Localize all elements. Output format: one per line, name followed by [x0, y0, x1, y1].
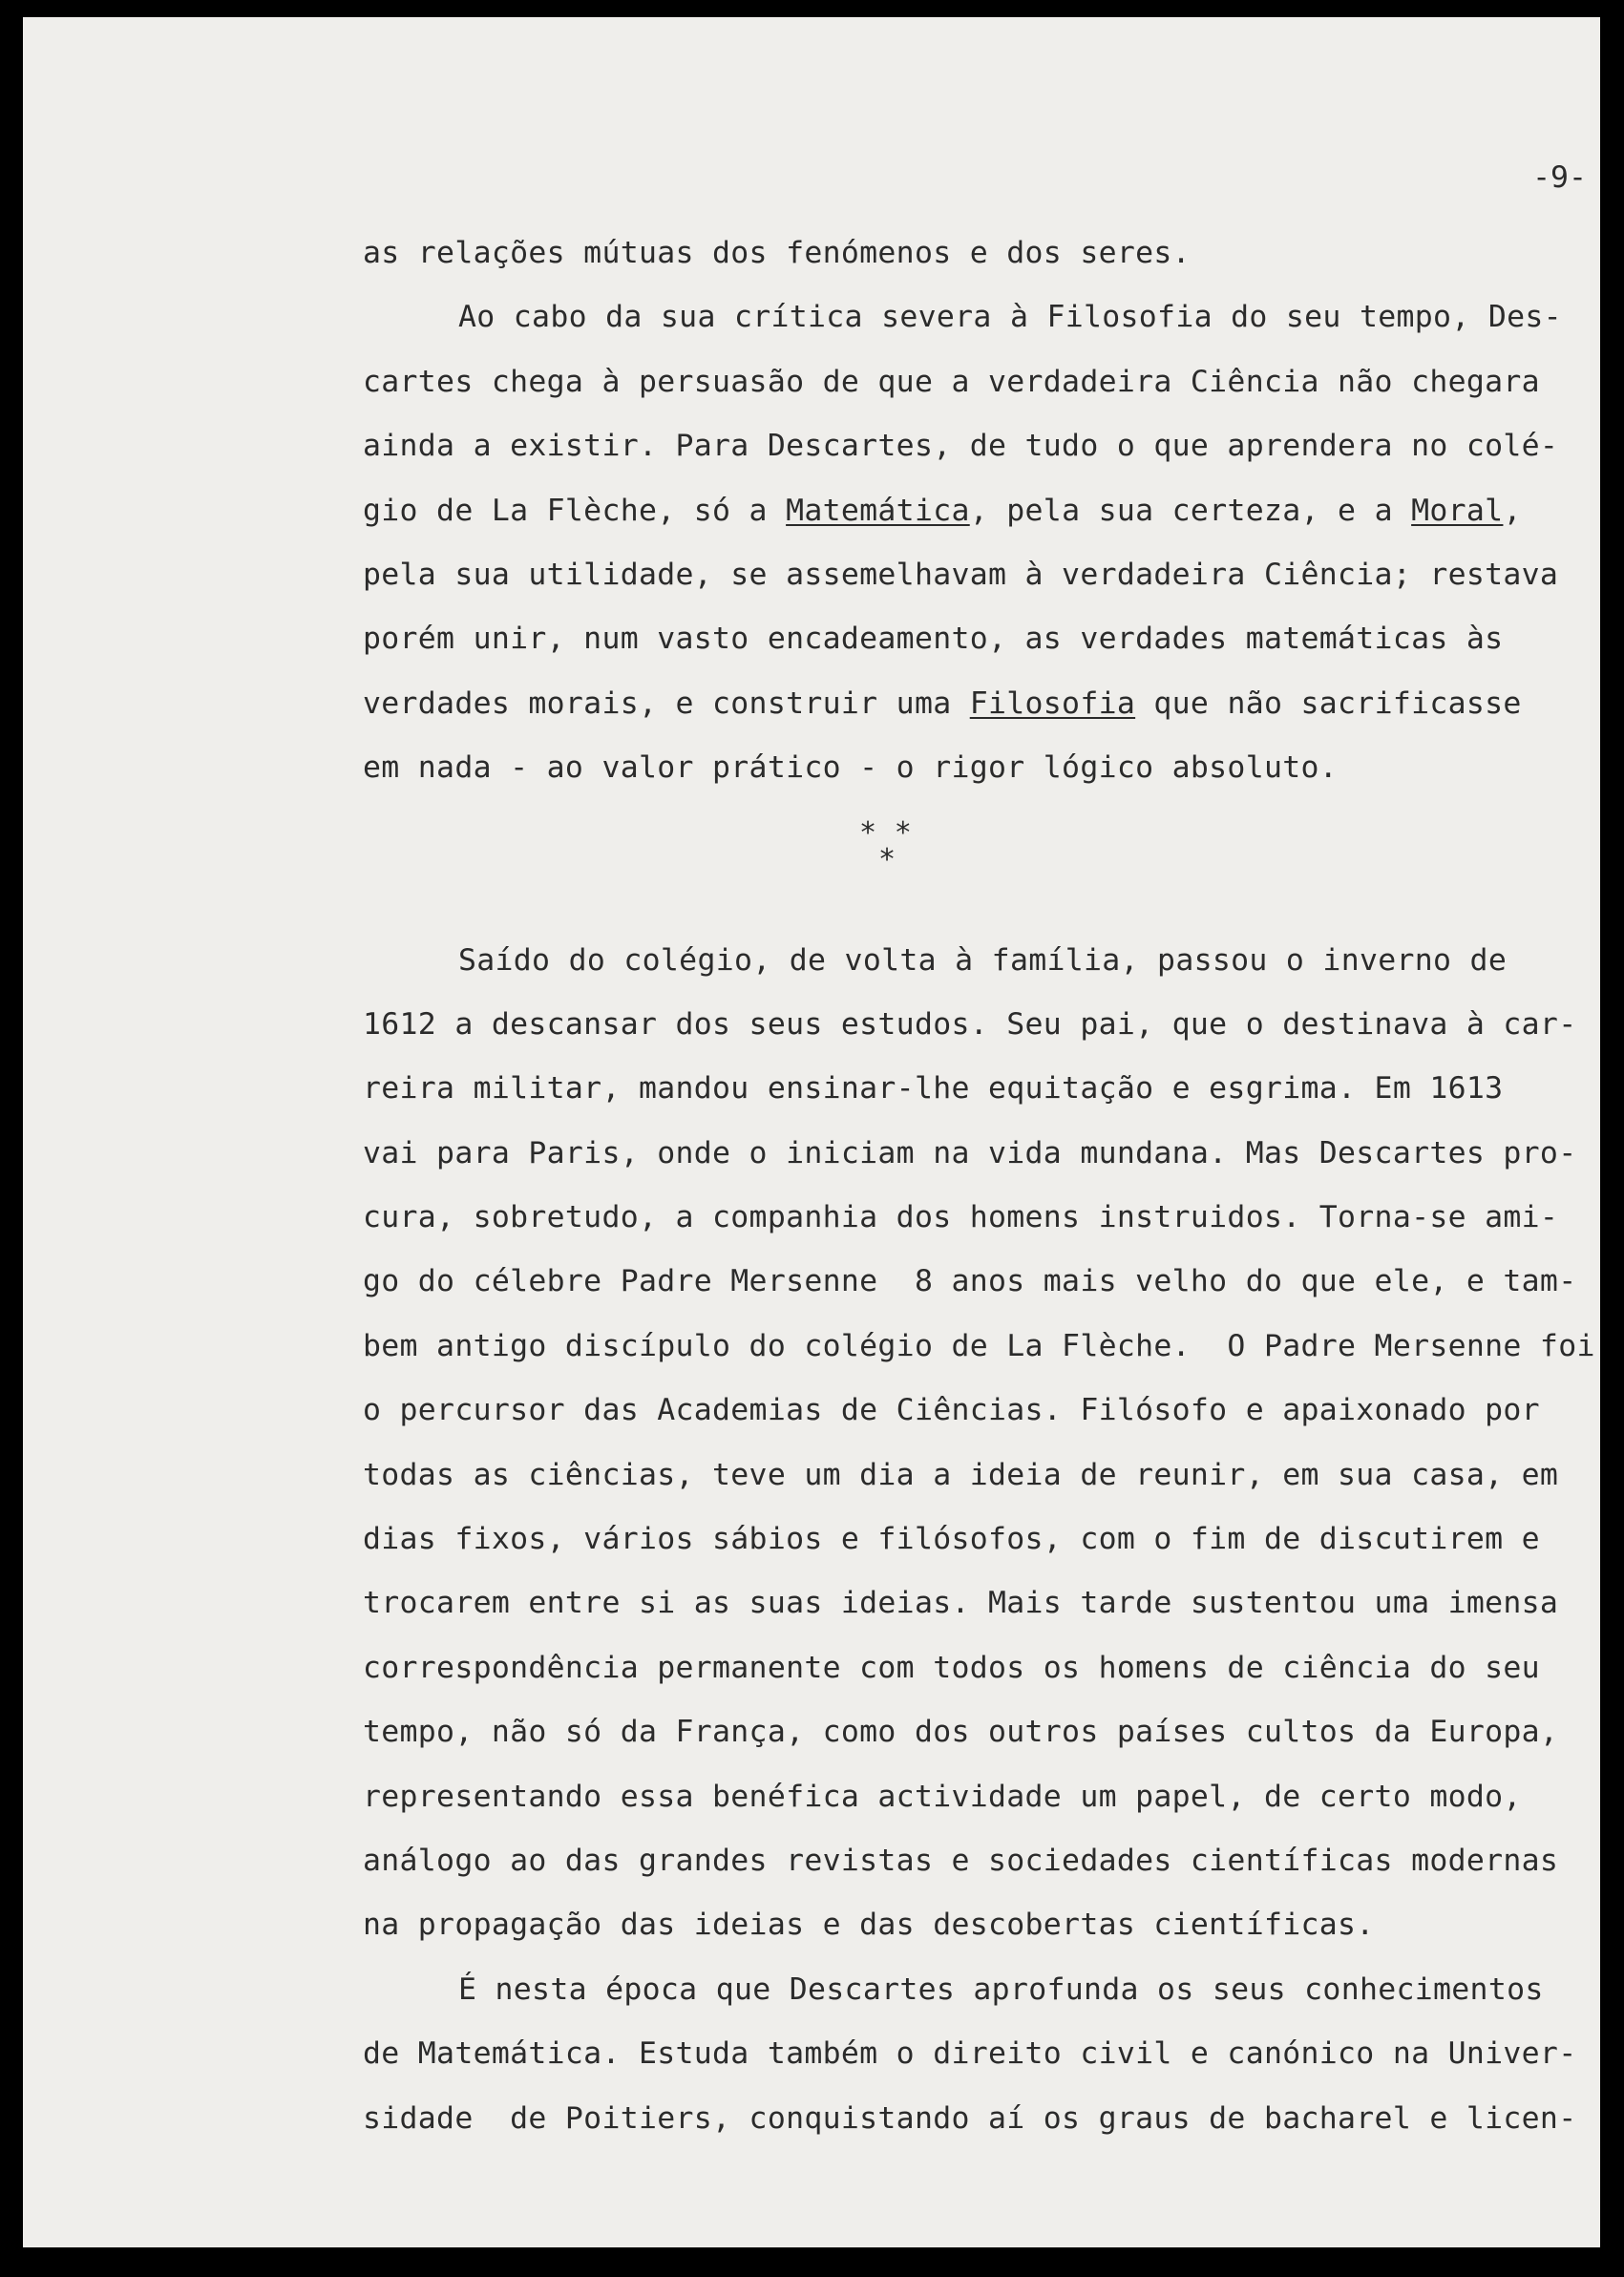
text-line: bem antigo discípulo do colégio de La Flèche. O Padre Mersenne foi — [363, 1328, 1595, 1363]
text-line: cura, sobretudo, a companhia dos homens instruidos. Torna-se ami- — [363, 1200, 1559, 1235]
text-line: cartes chega à persuasão de que a verdadeira Ciência não chegara — [363, 364, 1540, 399]
text-line: reira militar, mandou ensinar-lhe equitação e esgrima. Em 1613 — [363, 1071, 1504, 1107]
text-line: de Matemática. Estuda também o direito civil e canónico na Univer- — [363, 2036, 1577, 2072]
text-line: 1612 a descansar dos seus estudos. Seu pai, que o destinava à car- — [363, 1006, 1577, 1042]
text-line — [363, 672, 1600, 736]
text-segment: , pela sua certeza, e a — [969, 493, 1412, 528]
underlined-word: Filosofia — [969, 685, 1136, 721]
text-line: análogo ao das grandes revistas e sociedades científicas modernas — [363, 1843, 1559, 1878]
text-segment: gio de La Flèche, só a — [363, 493, 787, 528]
text-line — [363, 479, 1600, 543]
text-line: trocarem entre si as suas ideias. Mais tarde sustentou uma imensa — [363, 1586, 1559, 1621]
text-line: vai para Paris, onde o iniciam na vida mundana. Mas Descartes pro- — [363, 1135, 1577, 1170]
text-line: sidade de Poitiers, conquistando aí os graus de bacharel e licen- — [363, 2100, 1577, 2136]
text-line: Ao cabo da sua crítica severa à Filosofia do seu tempo, Des- — [458, 300, 1562, 335]
text-line: É nesta época que Descartes aprofunda os seus conhecimentos — [458, 1971, 1544, 2007]
underlined-word: Moral — [1411, 493, 1504, 528]
page-number: -9- — [1532, 160, 1587, 195]
text-line: correspondência permanente com todos os homens de ciência do seu — [363, 1650, 1540, 1685]
text-line: tempo, não só da França, como dos outros países cultos da Europa, — [363, 1715, 1559, 1750]
text-line: o percursor das Academias de Ciências. Filósofo e apaixonado por — [363, 1393, 1540, 1428]
text-segment: verdades morais, e construir uma — [363, 685, 970, 721]
text-line: go do célebre Padre Mersenne 8 anos mais velho do que ele, e tam- — [363, 1264, 1577, 1299]
text-line: as relações mútuas dos fenómenos e dos seres. — [363, 236, 1191, 270]
text-segment: que não sacrificasse — [1135, 685, 1522, 721]
text-line: Saído do colégio, de volta à família, passou o inverno de — [458, 942, 1508, 978]
separator-asterisk-bottom: * — [878, 842, 896, 876]
separator-asterisks-top: * * — [859, 815, 913, 850]
section-separator — [363, 801, 1600, 929]
text-line: todas as ciências, teve um dia a ideia de reunir, em sua casa, em — [363, 1457, 1559, 1492]
document-page — [23, 17, 1600, 2247]
text-line: representando essa benéfica actividade um papel, de certo modo, — [363, 1779, 1522, 1814]
text-line: dias fixos, vários sábios e filósofos, com o fim de discutirem e — [363, 1522, 1540, 1557]
text-line: porém unir, num vasto encadeamento, as verdades matemáticas às — [363, 622, 1504, 657]
text-line: em nada - ao valor prático - o rigor lógico absoluto. — [363, 750, 1339, 786]
underlined-word: Matemática — [786, 493, 970, 528]
text-segment: , — [1503, 493, 1522, 528]
text-line: na propagação das ideias e das descobertas científicas. — [363, 1908, 1375, 1943]
text-line: ainda a existir. Para Descartes, de tudo o que aprendera no colé- — [363, 429, 1559, 464]
body-text — [363, 221, 1600, 2151]
text-line: pela sua utilidade, se assemelhavam à verdadeira Ciência; restava — [363, 557, 1559, 592]
